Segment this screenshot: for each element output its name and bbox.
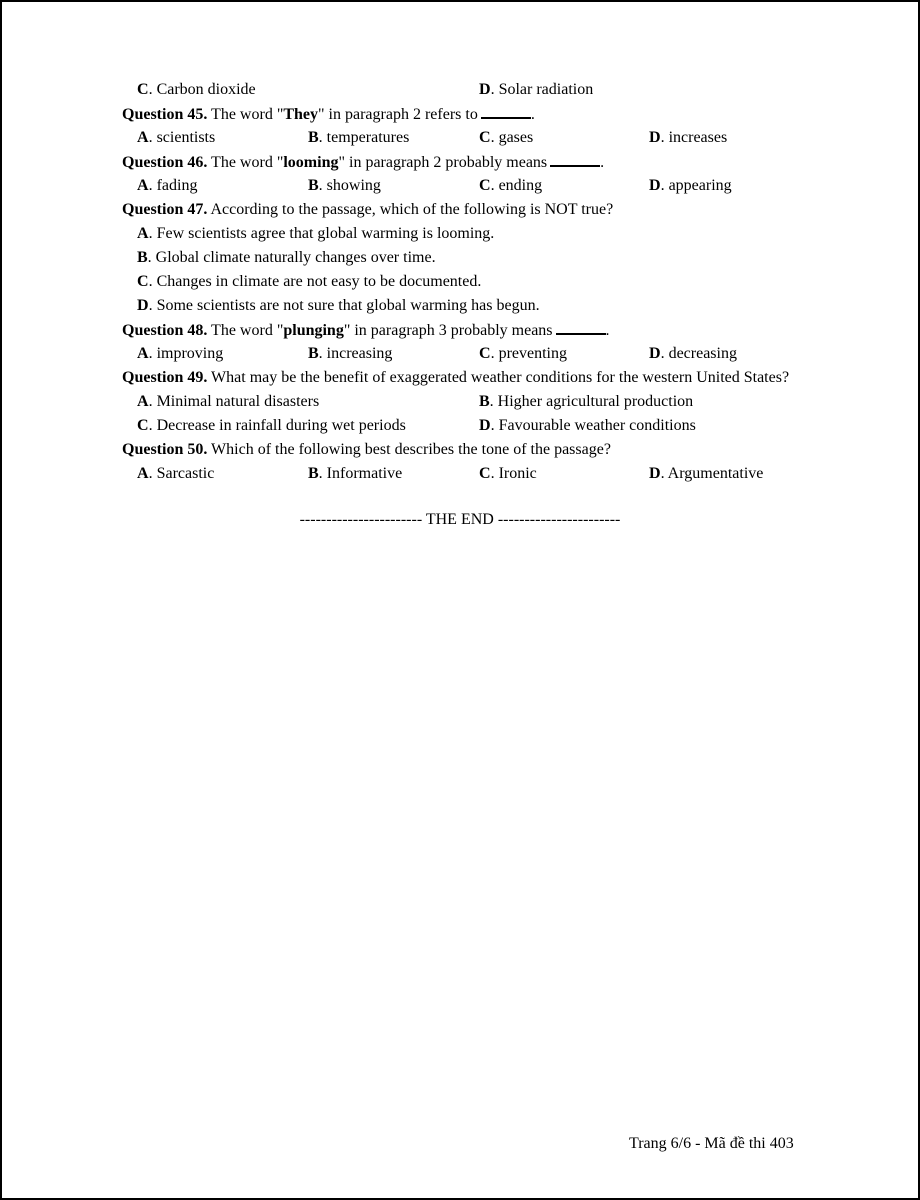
q49-options-row1 bbox=[122, 390, 822, 414]
q49-option-a: A. Minimal natural disasters bbox=[137, 393, 320, 410]
q50-options bbox=[122, 462, 822, 486]
q44-options bbox=[122, 78, 822, 102]
q46-options bbox=[122, 174, 822, 198]
q46-option-d: D. appearing bbox=[649, 177, 732, 194]
answer-blank bbox=[481, 102, 531, 119]
q49-option-c: C. Decrease in rainfall during wet periods bbox=[137, 417, 406, 434]
q47-option-d: D. Some scientists are not sure that global warming has begun. bbox=[137, 297, 540, 314]
q48-option-b: B. increasing bbox=[308, 345, 393, 362]
q46-option-c: C. ending bbox=[479, 177, 543, 194]
answer-blank bbox=[556, 318, 606, 335]
q45-option-c: C. gases bbox=[479, 129, 534, 146]
q44-option-d: D. Solar radiation bbox=[479, 81, 594, 98]
q48-options bbox=[122, 342, 822, 366]
q44-option-c: C. Carbon dioxide bbox=[137, 81, 256, 98]
q47-option-b: B. Global climate naturally changes over time. bbox=[137, 249, 436, 266]
answer-blank bbox=[550, 150, 600, 167]
q48-option-c: C. preventing bbox=[479, 345, 567, 362]
q49-options-row2 bbox=[122, 414, 822, 438]
q49-stem: Question 49. What may be the benefit of exaggerated weather conditions for the western United States? bbox=[122, 369, 790, 386]
q49-option-d: D. Favourable weather conditions bbox=[479, 417, 696, 434]
q45-option-d: D. increases bbox=[649, 129, 728, 146]
q46-option-b: B. showing bbox=[308, 177, 381, 194]
questions-area bbox=[122, 78, 822, 486]
q50-option-a: A. Sarcastic bbox=[137, 465, 215, 482]
q45-option-a: A. scientists bbox=[137, 129, 216, 146]
q50-stem: Question 50. Which of the following best describes the tone of the passage? bbox=[122, 441, 611, 458]
q47-stem: Question 47. According to the passage, which of the following is NOT true? bbox=[122, 201, 614, 218]
q45-option-b: B. temperatures bbox=[308, 129, 410, 146]
q47-option-c: C. Changes in climate are not easy to be documented. bbox=[137, 273, 482, 290]
q50-option-d: D. Argumentative bbox=[649, 465, 764, 482]
q45-options bbox=[122, 126, 822, 150]
q45-stem: Question 45. The word "They" in paragraph 2 refers to . bbox=[122, 102, 822, 126]
q47-option-a: A. Few scientists agree that global warming is looming. bbox=[137, 225, 495, 242]
q46-stem: Question 46. The word "looming" in paragraph 2 probably means . bbox=[122, 150, 822, 174]
q48-option-a: A. improving bbox=[137, 345, 224, 362]
q49-option-b: B. Higher agricultural production bbox=[479, 393, 694, 410]
q46-option-a: A. fading bbox=[137, 177, 198, 194]
q50-option-b: B. Informative bbox=[308, 465, 403, 482]
page-footer: Trang 6/6 - Mã đề thi 403 bbox=[629, 1135, 794, 1152]
the-end-marker: ----------------------- THE END ----------------------- bbox=[299, 511, 621, 528]
q48-option-d: D. decreasing bbox=[649, 345, 737, 362]
q50-option-c: C. Ironic bbox=[479, 465, 537, 482]
q48-stem: Question 48. The word "plunging" in paragraph 3 probably means . bbox=[122, 318, 822, 342]
